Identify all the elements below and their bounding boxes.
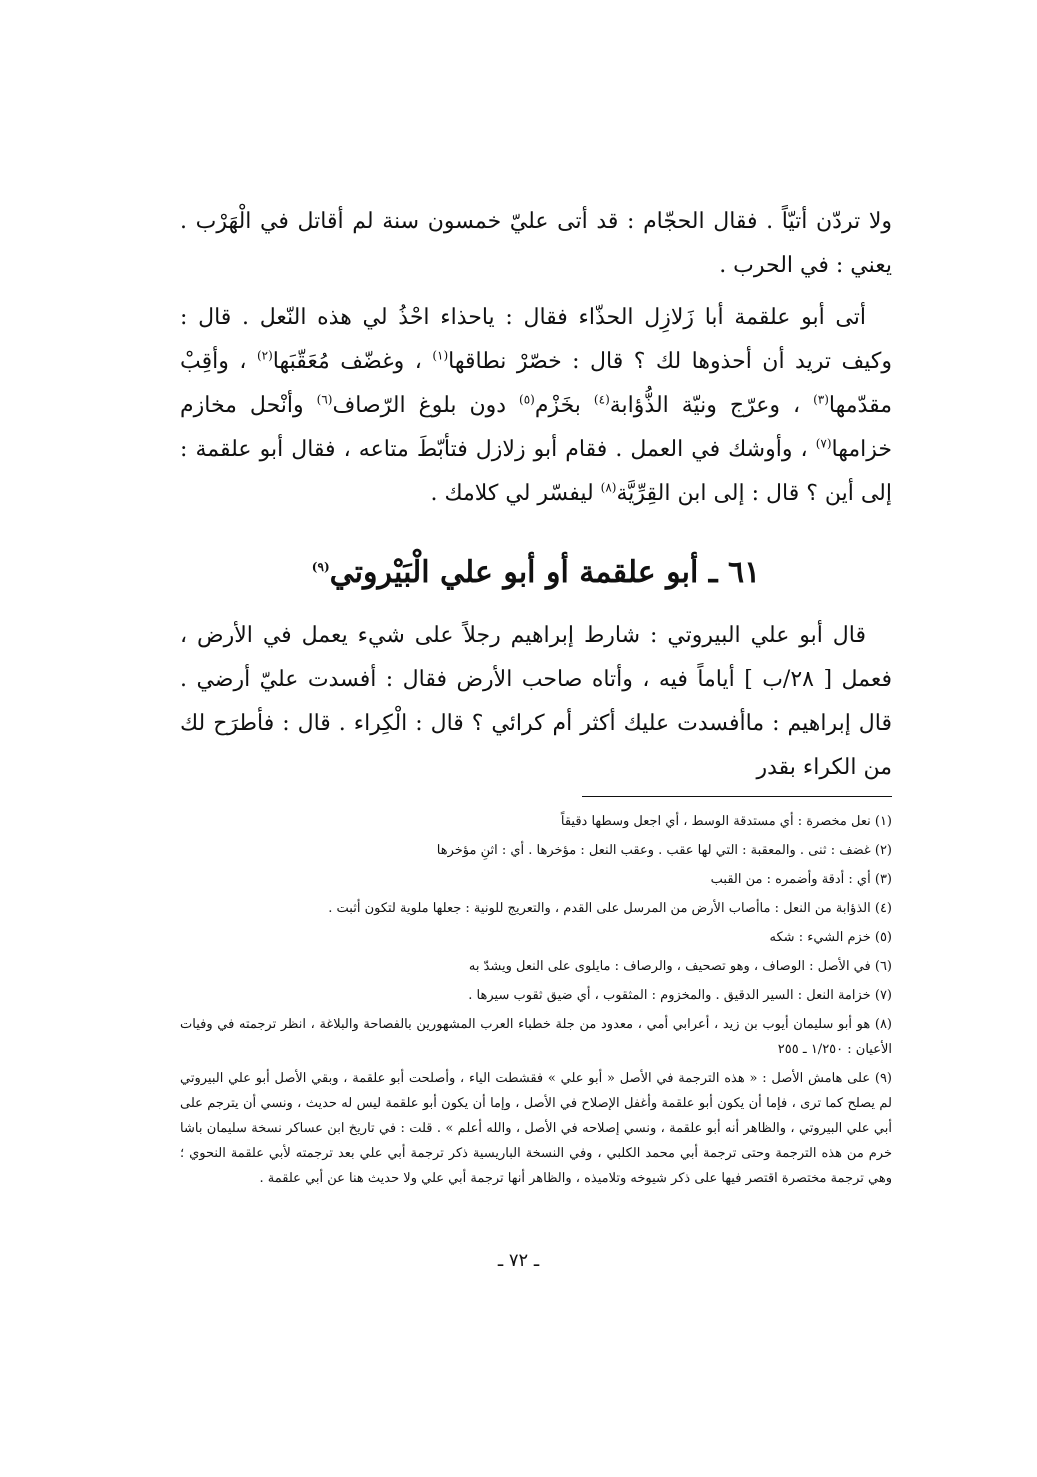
footnote-divider xyxy=(582,796,892,797)
footnote-ref-3: (٣) xyxy=(813,392,829,407)
footnote-ref-4: (٤) xyxy=(593,392,610,407)
footnote-4: (٤) الذؤابة من النعل : ماأصاب الأرض من المرسل على القدم ، والتعريج للونية : جعلها ملوية لتكون أثبت . xyxy=(328,901,892,916)
section-heading-text: ٦١ ـ أبو علقمة أو أبو علي الْبَيْروتي xyxy=(329,555,761,590)
paragraph-2-text-d: ، وعرّج ونيّة الذُّؤابة xyxy=(609,393,814,418)
footnote-ref-7: (٧) xyxy=(815,436,832,451)
footnote-ref-1: (١) xyxy=(432,348,449,363)
footnote-8: (٨) هو أبو سليمان أيوب بن زيد ، أعرابي أمي ، معدود من جلة خطباء العرب المشهورين بالفصاحة والبلاغة ، انظر ترجمته في وفيات الأعيان : ١/٢٥٠ ـ ٢٥٥ xyxy=(180,1017,892,1057)
footnote-ref-6: (٦) xyxy=(316,392,333,407)
paragraph-2-text-a: أتى أبو علقمة أبا زَلازِل الحذّاء فقال : ياحذاء احْذُ لي هذه النّعل . قال : وكيف تريد أن أحذوها لك ؟ قال : خصّرْ نطاقها xyxy=(180,305,892,374)
paragraph-2-text-b: ، وغضّف مُعَقّبَها xyxy=(272,349,433,374)
footnotes xyxy=(180,809,892,1191)
paragraph-2-text-c: ، وأقِبْ مقدّمها xyxy=(180,349,892,418)
footnote-3: (٣) أي : أدقة وأضمره : من القبب xyxy=(710,872,892,887)
footnote-6: (٦) في الأصل : الوصاف ، وهو تصحيف ، والرصاف : مايلوى على النعل ويشدّ به xyxy=(468,959,892,974)
footnote-ref-8: (٨) xyxy=(600,480,617,495)
paragraph-2 xyxy=(180,296,892,516)
paragraph-2-text-g: وأنْحل مخازم خزامها xyxy=(180,393,892,462)
footnote-9: (٩) على هامش الأصل : « هذه الترجمة في الأصل « أبو علي » فقشطت الياء ، وأصلحت أبو علقمة ، وبقي الأصل أبو علي البيروتي لم يصلح كما ترى ، فإما أن يكون أبو علقمة وأغفل الإصلاح في الأصل ، وإما أن يكون أبو علقمة ليس له حديث ، ونسي أن يترجم على أبي علي البيروتي ، والظاهر أنه أبو علقمة ، ونسي إصلاحه في الأصل ، والله أعلم » . قلت : في تاريخ ابن عساكر نسخة سليمان باشا خرم من هذه الترجمة وحتى ترجمة أبي محمد الكلبي ، وفي النسخة الباريسية ذكر ترجمة أبي علي بعد ترجمته لأبي علقمة النحوي ؛ وهي ترجمة مختصرة اقتصر فيها على ذكر شيوخه وتلاميذه ، والظاهر أنها ترجمة أبي علي ولا حديث هنا عن أبي علقمة . xyxy=(180,1071,892,1186)
footnote-ref-9: (٩) xyxy=(311,560,330,574)
footnote-7: (٧) خزامة النعل : السير الدقيق . والمخزوم : المثقوب ، أي ضيق ثقوب سيرها . xyxy=(468,988,892,1003)
paragraph-2-text-e: بخَزْم xyxy=(534,393,594,418)
paragraph-2-text-i: ليفسّر لي كلامك . xyxy=(430,481,601,506)
paragraph-2-text-h: ، وأوشك في العمل . فقام أبو زلازل فتأبّطَ متاعه ، فقال أبو علقمة : إلى أين ؟ قال : إلى ابن القِرِّيَّة xyxy=(180,437,892,506)
paragraph-2-text-f: دون بلوغ الرّصاف xyxy=(332,393,520,418)
page-content xyxy=(180,200,892,1195)
footnote-ref-5: (٥) xyxy=(519,392,535,407)
page-number: ـ ٧٢ ـ xyxy=(497,1250,540,1271)
footnote-2: (٢) غضف : ثنى . والمعقبة : التي لها عقب . وعقب النعل : مؤخرها . أي : اثنِ مؤخرها xyxy=(436,843,892,858)
footnote-5: (٥) خزم الشيء : شكه xyxy=(769,930,892,945)
footnote-1: (١) نعل مخصرة : أي مستدقة الوسط ، أي اجعل وسطها دقيقاً xyxy=(560,814,892,829)
footnote-ref-2: (٢) xyxy=(256,348,273,363)
section-heading xyxy=(180,550,892,596)
paragraph-3: قال أبو علي البيروتي : شارط إبراهيم رجلاً على شيء يعمل في الأرض ، فعمل [ ٢٨/ب ] أياماً فيه ، وأتاه صاحب الأرض فقال : أفسدت عليّ أرضي . قال إبراهيم : ماأفسدت عليك أكثر أم كرائي ؟ قال : الْكِراء . قال : فأطرَح لك من الكراء بقدر xyxy=(180,623,892,780)
paragraph-1: ولا تردّن أتيّاً . فقال الحجّام : قد أتى عليّ خمسون سنة لم أقاتل في الْهَرْب . يعني : في الحرب . xyxy=(180,209,892,278)
